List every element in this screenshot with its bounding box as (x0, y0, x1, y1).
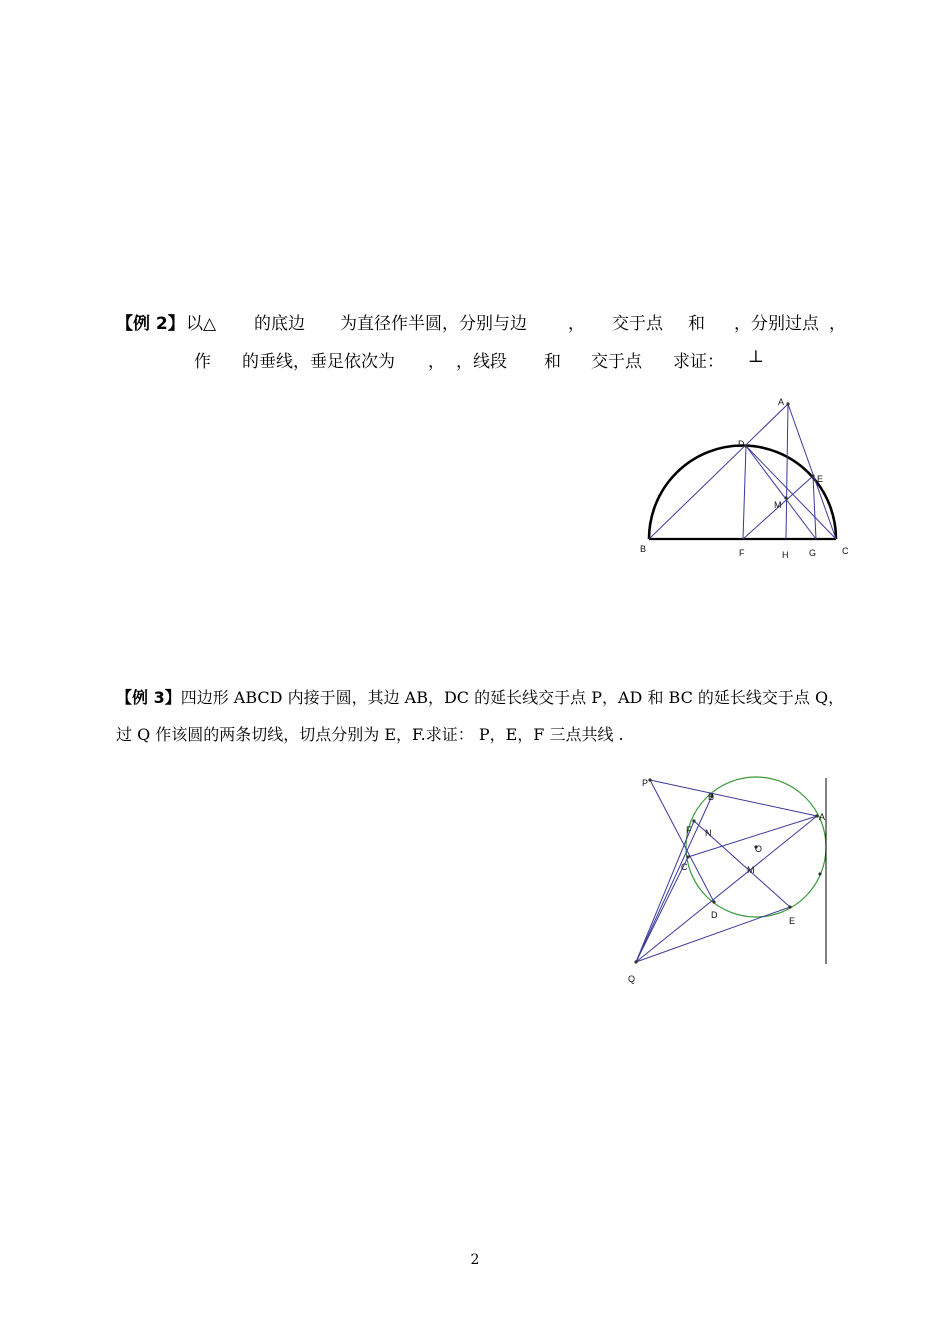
label-d: D (711, 910, 718, 920)
ex3-line2 (116, 722, 624, 745)
label-c: C (842, 546, 849, 556)
label-g: G (809, 548, 817, 558)
ex2-frag: ， (829, 314, 846, 334)
segment-pd (650, 780, 714, 902)
label-o: O (755, 844, 763, 854)
ex3-tag: 【例 3】 (116, 688, 181, 707)
segment-ah (786, 404, 788, 539)
segment-dg (746, 446, 816, 539)
label-h: H (782, 550, 789, 560)
ex2-frag: 和 (544, 352, 561, 372)
ex2-frag: ， (428, 352, 445, 372)
ex2-frag: ，分别过点 (734, 314, 819, 334)
ex2-frag: 的底边 (254, 314, 305, 334)
ex2-frag: 求证： (673, 352, 724, 372)
ex2-tag: 【例 2】 (116, 314, 185, 334)
segment-qa (636, 816, 817, 962)
label-e: E (817, 474, 824, 484)
label-f: F (739, 548, 745, 558)
ex2-line1 (116, 309, 185, 334)
ex2-frag: 和 (688, 314, 705, 334)
segment-eg (813, 476, 816, 539)
segment-ac (788, 404, 836, 539)
label-b: B (640, 544, 647, 554)
label-q: Q (628, 974, 636, 984)
label-n: N (705, 828, 712, 838)
segment-pa (650, 780, 817, 816)
segment-ba (649, 404, 788, 539)
label-b: B (708, 792, 715, 802)
segment-qf (636, 821, 694, 962)
label-a: A (819, 812, 826, 822)
ex2-frag: 以△ (186, 314, 217, 334)
ex3-text1: 四边形 ABCD 内接于圆，其边 AB，DC 的延长线交于点 P，AD 和 BC 的延长线交于点 Q， (180, 688, 845, 707)
segment-df (743, 446, 746, 539)
label-e: E (789, 916, 796, 926)
label-a: A (778, 397, 785, 407)
label-c: C (681, 862, 688, 872)
label-f: F (686, 825, 692, 835)
label-p: P (642, 778, 649, 788)
ex2-frag: 的垂线，垂足依次为 (242, 352, 395, 372)
ex2-frag: 为直径作半圆，分别与边 (340, 314, 527, 334)
ex2-frag: 作 (194, 352, 211, 372)
ex2-frag: ，线段 (456, 352, 507, 372)
ex3-text2: 过 Q 作该圆的两条切线，切点分别为 E，F.求证： P，E，F 三点共线 . (116, 725, 624, 744)
page-number: 2 (470, 1252, 480, 1268)
ex2-figure (630, 390, 860, 565)
segment-qb (636, 796, 712, 962)
ex2-frag: 交于点 (591, 352, 642, 372)
ex3-figure (620, 770, 840, 992)
label-d: D (738, 439, 745, 449)
ex2-frag: ⊥ (748, 347, 764, 367)
ex3-line1 (116, 685, 844, 708)
ex2-frag: 交于点 (612, 314, 663, 334)
label-m: M (747, 865, 755, 875)
ex2-frag: ， (568, 314, 585, 334)
label-m: M (774, 500, 782, 510)
